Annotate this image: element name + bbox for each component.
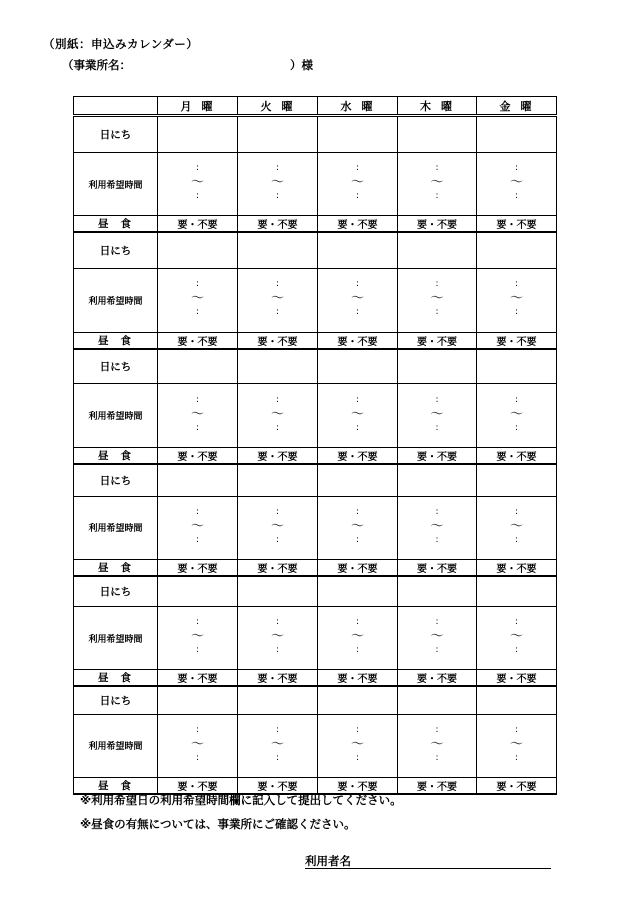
start-time-colon: : [275,163,280,173]
tilde-separator: ～ [430,175,444,190]
time-cell[interactable] [238,607,318,670]
end-time-colon: : [435,191,439,201]
end-time-colon: : [514,191,519,201]
start-time-colon: : [275,279,280,289]
lunch-label: 昼食 [74,332,158,349]
time-range [477,280,556,320]
lunch-option-cell[interactable]: 要・不要 [238,216,318,233]
time-cell[interactable] [398,384,477,448]
time-range [477,396,556,436]
lunch-option-cell[interactable]: 要・不要 [158,670,238,687]
time-range [398,396,476,436]
tilde-separator: ～ [270,629,284,644]
tilde-separator: ～ [190,406,204,422]
end-time-colon: : [275,191,280,201]
time-range [398,280,476,320]
date-cell[interactable] [238,116,318,153]
end-time-colon: : [275,307,280,317]
time-label: 利用希望時間 [74,496,158,559]
lunch-option-cell[interactable]: 要・不要 [398,777,477,794]
tilde-separator: ～ [350,175,364,190]
end-time-colon: : [275,422,280,433]
lunch-option-cell[interactable]: 要・不要 [398,559,477,576]
lunch-label: 昼食 [74,777,158,794]
end-time-colon: : [514,307,519,317]
lunch-option-cell[interactable]: 要・不要 [238,448,318,465]
date-cell[interactable] [477,349,557,384]
date-label: 日にち [74,116,158,153]
date-cell[interactable] [318,116,398,153]
lunch-row [74,216,557,233]
date-cell[interactable] [398,349,477,384]
lunch-label: 昼食 [74,216,158,233]
time-cell[interactable] [477,714,557,777]
lunch-option-cell[interactable]: 要・不要 [318,777,398,794]
date-cell[interactable] [477,686,557,714]
time-range [318,164,397,204]
end-time-colon: : [195,534,200,545]
date-cell[interactable] [477,464,557,496]
time-cell[interactable] [318,607,398,670]
time-range [238,618,317,658]
lunch-option-cell[interactable]: 要・不要 [318,332,398,349]
time-cell[interactable] [318,496,398,559]
start-time-colon: : [514,617,519,627]
tilde-separator: ～ [509,629,523,644]
time-range [238,508,317,548]
note-line: ※昼食の有無については、事業所にご確認ください。 [80,817,356,831]
time-cell[interactable] [158,496,238,559]
time-row [74,384,557,448]
time-range [477,508,556,548]
tilde-separator: ～ [509,291,523,306]
date-label: 日にち [74,349,158,384]
start-time-colon: : [514,394,519,405]
time-label: 利用希望時間 [74,384,158,448]
time-range [158,726,237,766]
date-cell[interactable] [158,576,238,607]
end-time-colon: : [435,307,439,317]
start-time-colon: : [195,394,200,405]
time-label: 利用希望時間 [74,714,158,777]
time-range [398,508,476,548]
end-time-colon: : [514,422,519,433]
start-time-colon: : [514,724,519,735]
time-row [74,496,557,559]
lunch-option-cell[interactable]: 要・不要 [398,332,477,349]
start-time-colon: : [435,394,439,405]
tilde-separator: ～ [350,291,364,306]
start-time-colon: : [355,724,360,735]
tilde-separator: ～ [190,518,204,534]
date-label: 日にち [74,686,158,714]
date-cell[interactable] [238,686,318,714]
date-cell[interactable] [158,232,238,268]
tilde-separator: ～ [509,518,523,534]
time-cell[interactable] [238,384,318,448]
time-range [398,618,476,658]
time-range [477,726,556,766]
lunch-row [74,670,557,687]
weekday-header-row [74,97,557,116]
end-time-colon: : [514,752,519,763]
time-label: 利用希望時間 [74,268,158,332]
start-time-colon: : [355,394,360,405]
time-row [74,268,557,332]
date-cell[interactable] [238,232,318,268]
tilde-separator: ～ [430,406,444,422]
lunch-option-cell[interactable]: 要・不要 [477,216,557,233]
start-time-colon: : [195,617,200,627]
end-time-colon: : [355,645,360,655]
lunch-option-cell[interactable]: 要・不要 [238,559,318,576]
time-range [158,508,237,548]
lunch-label: 昼食 [74,559,158,576]
date-cell[interactable] [477,576,557,607]
date-label: 日にち [74,576,158,607]
time-cell[interactable] [398,153,477,216]
time-range [158,396,237,436]
date-cell[interactable] [398,464,477,496]
time-cell[interactable] [477,153,557,216]
lunch-row [74,448,557,465]
lunch-option-cell[interactable]: 要・不要 [158,216,238,233]
tilde-separator: ～ [350,518,364,534]
tilde-separator: ～ [270,291,284,306]
lunch-option-cell[interactable]: 要・不要 [477,332,557,349]
lunch-option-cell[interactable]: 要・不要 [477,777,557,794]
start-time-colon: : [514,163,519,173]
lunch-row [74,559,557,576]
lunch-option-cell[interactable]: 要・不要 [477,559,557,576]
date-cell[interactable] [398,686,477,714]
time-cell[interactable] [238,153,318,216]
tilde-separator: ～ [270,518,284,534]
end-time-colon: : [355,534,360,545]
note-line: ※利用希望日の利用希望時間欄に記入して提出してください。 [80,793,402,807]
tilde-separator: ～ [509,406,523,422]
tilde-separator: ～ [270,406,284,422]
time-cell[interactable] [158,153,238,216]
time-row [74,607,557,670]
start-time-colon: : [275,724,280,735]
date-cell[interactable] [398,116,477,153]
lunch-option-cell[interactable]: 要・不要 [398,670,477,687]
user-name-label: 利用者名 [305,854,351,868]
office-name-line [62,57,362,73]
end-time-colon: : [355,422,360,433]
date-cell[interactable] [158,349,238,384]
notes [80,788,402,836]
end-time-colon: : [514,645,519,655]
tilde-separator: ～ [190,175,204,190]
time-range [238,726,317,766]
time-range [318,396,397,436]
application-calendar [73,96,557,795]
time-range [238,396,317,436]
lunch-option-cell[interactable]: 要・不要 [158,777,238,794]
date-cell[interactable] [318,349,398,384]
time-cell[interactable] [238,714,318,777]
tilde-separator: ～ [430,736,444,752]
weekday-header: 木曜 [398,97,477,116]
time-range [318,280,397,320]
weekday-header: 火曜 [238,97,318,116]
date-cell[interactable] [318,686,398,714]
date-row [74,349,557,384]
lunch-option-cell[interactable]: 要・不要 [477,670,557,687]
date-cell[interactable] [477,232,557,268]
date-cell[interactable] [318,576,398,607]
tilde-separator: ～ [190,629,204,644]
start-time-colon: : [195,279,200,289]
tilde-separator: ～ [509,175,523,190]
time-cell[interactable] [477,268,557,332]
time-cell[interactable] [318,714,398,777]
time-range [318,618,397,658]
end-time-colon: : [435,534,439,545]
time-range [158,618,237,658]
tilde-separator: ～ [350,629,364,644]
start-time-colon: : [355,163,360,173]
header-corner [74,97,158,116]
time-cell[interactable] [158,268,238,332]
date-cell[interactable] [238,464,318,496]
end-time-colon: : [195,307,200,317]
weekday-header: 金曜 [477,97,557,116]
end-time-colon: : [435,645,439,655]
time-range [477,164,556,204]
start-time-colon: : [275,617,280,627]
date-cell[interactable] [398,232,477,268]
office-name-suffix: ）様 [290,58,313,72]
time-cell[interactable] [477,607,557,670]
lunch-option-cell[interactable]: 要・不要 [318,216,398,233]
date-cell[interactable] [318,464,398,496]
lunch-option-cell[interactable]: 要・不要 [318,559,398,576]
start-time-colon: : [435,506,439,517]
tilde-separator: ～ [430,629,444,644]
end-time-colon: : [435,752,439,763]
start-time-colon: : [355,279,360,289]
date-row [74,576,557,607]
tilde-separator: ～ [190,736,204,752]
time-range [158,280,237,320]
time-cell[interactable] [398,268,477,332]
lunch-option-cell[interactable]: 要・不要 [477,448,557,465]
office-name-label: （事業所名： [62,58,131,72]
date-cell[interactable] [158,464,238,496]
start-time-colon: : [435,163,439,173]
date-row [74,686,557,714]
time-cell[interactable] [398,607,477,670]
start-time-colon: : [355,506,360,517]
tilde-separator: ～ [430,518,444,534]
date-cell[interactable] [158,686,238,714]
time-cell[interactable] [158,714,238,777]
end-time-colon: : [435,422,439,433]
start-time-colon: : [514,279,519,289]
time-cell[interactable] [477,496,557,559]
end-time-colon: : [195,422,200,433]
time-range [398,726,476,766]
lunch-row [74,332,557,349]
time-cell[interactable] [398,496,477,559]
end-time-colon: : [275,534,280,545]
date-cell[interactable] [477,116,557,153]
calendar-body [74,97,557,794]
start-time-colon: : [435,617,439,627]
tilde-separator: ～ [509,736,523,752]
time-range [238,164,317,204]
date-row [74,464,557,496]
time-range [238,280,317,320]
end-time-colon: : [355,307,360,317]
lunch-option-cell[interactable]: 要・不要 [158,559,238,576]
lunch-option-cell[interactable]: 要・不要 [398,216,477,233]
end-time-colon: : [355,752,360,763]
lunch-option-cell[interactable]: 要・不要 [158,448,238,465]
time-cell[interactable] [318,384,398,448]
time-cell[interactable] [318,268,398,332]
end-time-colon: : [195,752,200,763]
weekday-header: 水曜 [318,97,398,116]
end-time-colon: : [195,191,200,201]
time-cell[interactable] [238,268,318,332]
tilde-separator: ～ [350,736,364,752]
time-row [74,153,557,216]
date-cell[interactable] [238,349,318,384]
date-row [74,232,557,268]
time-cell[interactable] [477,384,557,448]
tilde-separator: ～ [270,175,284,190]
start-time-colon: : [355,617,360,627]
time-range [318,726,397,766]
tilde-separator: ～ [190,291,204,306]
lunch-option-cell[interactable]: 要・不要 [158,332,238,349]
date-cell[interactable] [318,232,398,268]
time-range [318,508,397,548]
date-cell[interactable] [398,576,477,607]
lunch-label: 昼食 [74,448,158,465]
time-range [398,164,476,204]
time-label: 利用希望時間 [74,607,158,670]
time-range [158,164,237,204]
time-cell[interactable] [158,607,238,670]
time-cell[interactable] [238,496,318,559]
end-time-colon: : [275,645,280,655]
start-time-colon: : [195,506,200,517]
document-title: （別紙：申込みカレンダー） [43,37,199,51]
start-time-colon: : [195,724,200,735]
end-time-colon: : [355,191,360,201]
time-cell[interactable] [318,153,398,216]
start-time-colon: : [275,506,280,517]
start-time-colon: : [514,506,519,517]
lunch-option-cell[interactable]: 要・不要 [318,670,398,687]
tilde-separator: ～ [350,406,364,422]
lunch-option-cell[interactable]: 要・不要 [398,448,477,465]
user-name-field[interactable] [305,853,551,869]
weekday-header: 月曜 [158,97,238,116]
time-row [74,714,557,777]
time-range [477,618,556,658]
date-cell[interactable] [158,116,238,153]
end-time-colon: : [275,752,280,763]
end-time-colon: : [195,645,200,655]
start-time-colon: : [435,724,439,735]
date-label: 日にち [74,464,158,496]
date-row [74,116,557,153]
start-time-colon: : [275,394,280,405]
end-time-colon: : [514,534,519,545]
tilde-separator: ～ [430,291,444,306]
lunch-option-cell[interactable]: 要・不要 [238,670,318,687]
lunch-option-cell[interactable]: 要・不要 [238,777,318,794]
date-cell[interactable] [238,576,318,607]
time-label: 利用希望時間 [74,153,158,216]
lunch-option-cell[interactable]: 要・不要 [318,448,398,465]
lunch-option-cell[interactable]: 要・不要 [238,332,318,349]
start-time-colon: : [435,279,439,289]
tilde-separator: ～ [270,736,284,752]
time-cell[interactable] [398,714,477,777]
lunch-label: 昼食 [74,670,158,687]
time-cell[interactable] [158,384,238,448]
date-label: 日にち [74,232,158,268]
start-time-colon: : [195,163,200,173]
